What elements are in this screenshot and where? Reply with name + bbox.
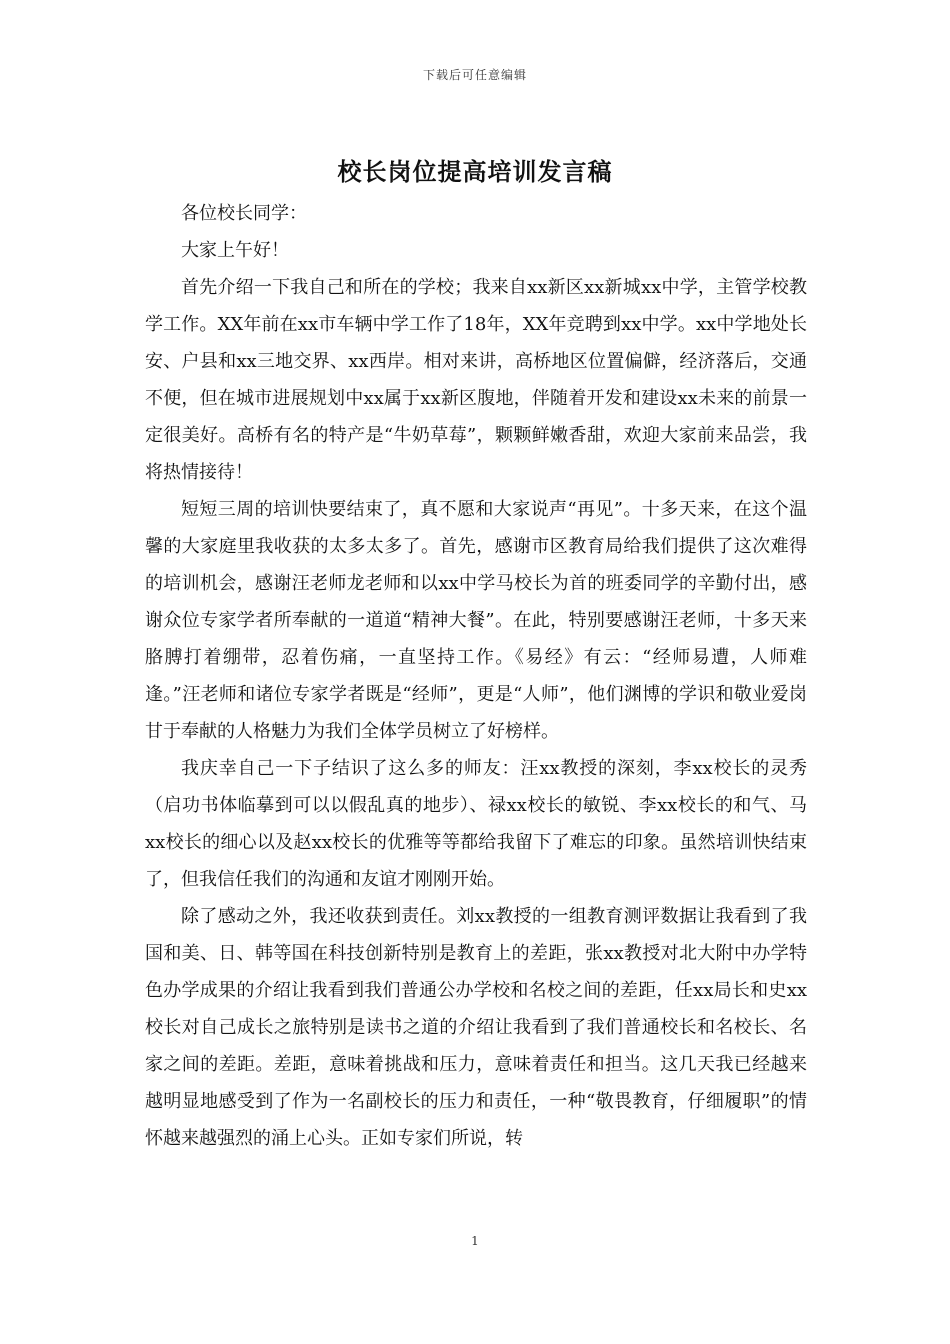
paragraph-introduction: 首先介绍一下我自己和所在的学校；我来自xx新区xx新城xx中学，主管学校教学工作。XX年前在xx市车辆中学工作了18年，XX年竞聘到xx中学。xx中学地处长安、户县和xx三地交界、xx西岸。相对来讲，高桥地区位置偏僻，经济落后，交通不便，但在城市进展规划中xx属于xx新区腹地，伴随着开发和建设xx未来的前景一定很美好。高桥有名的特产是“牛奶草莓”，颗颗鲜嫩香甜，欢迎大家前来品尝，我将热情接待！ (145, 277, 807, 483)
header-note: 下载后可任意编辑 (422, 68, 527, 82)
page-number: 1 (471, 1234, 479, 1248)
paragraph-friends: 我庆幸自己一下子结识了这么多的师友：汪xx教授的深刻，李xx校长的灵秀（启功书体临摹到可以以假乱真的地步）、禄xx校长的敏锐、李xx校长的和气、马xx校长的细心以及赵xx校长的优雅等等都给我留下了难忘的印象。虽然培训快结束了，但我信任我们的沟通和友谊才刚刚开始。 (145, 758, 807, 890)
paragraph-gratitude: 短短三周的培训快要结束了，真不愿和大家说声“再见”。十多天来，在这个温馨的大家庭里我收获的太多太多了。首先，感谢市区教育局给我们提供了这次难得的培训机会，感谢汪老师龙老师和以xx中学马校长为首的班委同学的辛勤付出，感谢众位专家学者所奉献的一道道“精神大餐”。在此，特别要感谢汪老师，十多天来胳膊打着绷带，忍着伤痛，一直坚持工作。《易经》有云：“经师易遭，人师难逢。”汪老师和诸位专家学者既是“经师”，更是“人师”，他们渊博的学识和敬业爱岗甘于奉献的人格魅力为我们全体学员树立了好榜样。 (145, 499, 807, 742)
salutation: 各位校长同学： (181, 203, 307, 224)
document-body (145, 195, 807, 1157)
paragraph-responsibility: 除了感动之外，我还收获到责任。刘xx教授的一组教育测评数据让我看到了我国和美、日、韩等国在科技创新特别是教育上的差距，张xx教授对北大附中办学特色办学成果的介绍让我看到我们普通公办学校和名校之间的差距，任xx局长和史xx校长对自己成长之旅特别是读书之道的介绍让我看到了我们普通校长和名校长、名家之间的差距。差距，意味着挑战和压力，意味着责任和担当。这几天我已经越来越明显地感受到了作为一名副校长的压力和责任，一种“敬畏教育，仔细履职”的情怀越来越强烈的涌上心头。正如专家们所说，转 (145, 906, 807, 1149)
greeting: 大家上午好！ (181, 240, 289, 261)
document-title: 校长岗位提高培训发言稿 (337, 157, 613, 186)
